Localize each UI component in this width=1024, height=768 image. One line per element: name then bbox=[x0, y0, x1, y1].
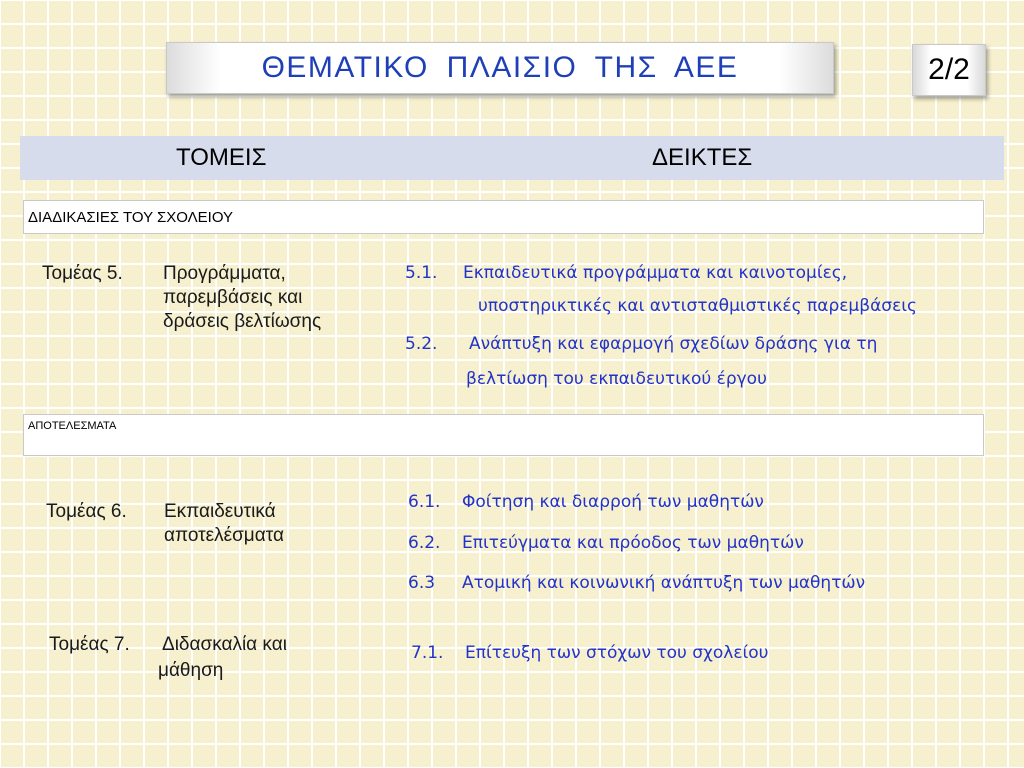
indicator-6-1-number: 6.1. bbox=[408, 492, 441, 512]
title-banner bbox=[166, 42, 834, 94]
section-processes bbox=[23, 200, 984, 234]
sector-6-number: Τομέας 6. bbox=[46, 501, 127, 522]
header-indicators: ΔΕΙΚΤΕΣ bbox=[652, 144, 753, 171]
indicator-6-3-text: Ατομική και κοινωνική ανάπτυξη των μαθητών bbox=[462, 573, 866, 593]
page-number: 2/2 bbox=[928, 53, 970, 86]
indicator-5-2-text: Ανάπτυξη και εφαρμογή σχεδίων δράσης για τη bbox=[469, 334, 878, 354]
sector-7-title-line: μάθηση bbox=[158, 660, 224, 681]
indicator-6-2-number: 6.2. bbox=[408, 533, 441, 553]
section-results-label: ΑΠΟΤΕΛΕΣΜΑΤΑ bbox=[28, 420, 117, 432]
indicator-5-1-text-cont: υποστηρικτικές και αντισταθμιστικές παρεμβάσεις bbox=[478, 296, 917, 316]
page-indicator bbox=[912, 44, 986, 96]
indicator-6-3-number: 6.3 bbox=[408, 573, 436, 593]
indicator-6-1-text: Φοίτηση και διαρροή των μαθητών bbox=[462, 492, 764, 512]
indicator-5-1-text: Εκπαιδευτικά προγράμματα και καινοτομίες, bbox=[463, 263, 848, 283]
table-header bbox=[20, 136, 1004, 180]
section-processes-label: ΔΙΑΔΙΚΑΣΙΕΣ ΤΟΥ ΣΧΟΛΕΙΟΥ bbox=[28, 209, 234, 226]
indicator-7-1-text: Επίτευξη των στόχων του σχολείου bbox=[465, 643, 769, 663]
sector-5-title-line: δράσεις βελτίωσης bbox=[163, 311, 322, 332]
indicator-5-2-number: 5.2. bbox=[405, 334, 438, 354]
indicator-5-1-number: 5.1. bbox=[405, 263, 438, 283]
sector-5-title-line: Προγράμματα, bbox=[163, 263, 286, 284]
sector-7-title-line: Διδασκαλία και bbox=[162, 634, 287, 655]
page-title: ΘΕΜΑΤΙΚΟ ΠΛΑΙΣΙΟ ΤΗΣ ΑΕΕ bbox=[261, 51, 739, 84]
indicator-5-2-text-cont: βελτίωση του εκπαιδευτικού έργου bbox=[466, 369, 767, 389]
indicator-7-1-number: 7.1. bbox=[411, 643, 444, 663]
sector-6-title bbox=[164, 500, 284, 548]
sector-6-title-line: Εκπαιδευτικά bbox=[164, 501, 276, 522]
sector-6-title-line: αποτελέσματα bbox=[164, 525, 284, 546]
sector-5-title bbox=[163, 262, 321, 334]
section-results bbox=[23, 414, 984, 456]
sector-7-number: Τομέας 7. bbox=[49, 634, 130, 655]
indicator-6-2-text: Επιτεύγματα και πρόοδος των μαθητών bbox=[462, 533, 804, 553]
sector-5-title-line: παρεμβάσεις και bbox=[163, 287, 303, 308]
sector-5-number: Τομέας 5. bbox=[42, 263, 123, 284]
header-sectors: ΤΟΜΕΙΣ bbox=[176, 144, 267, 171]
